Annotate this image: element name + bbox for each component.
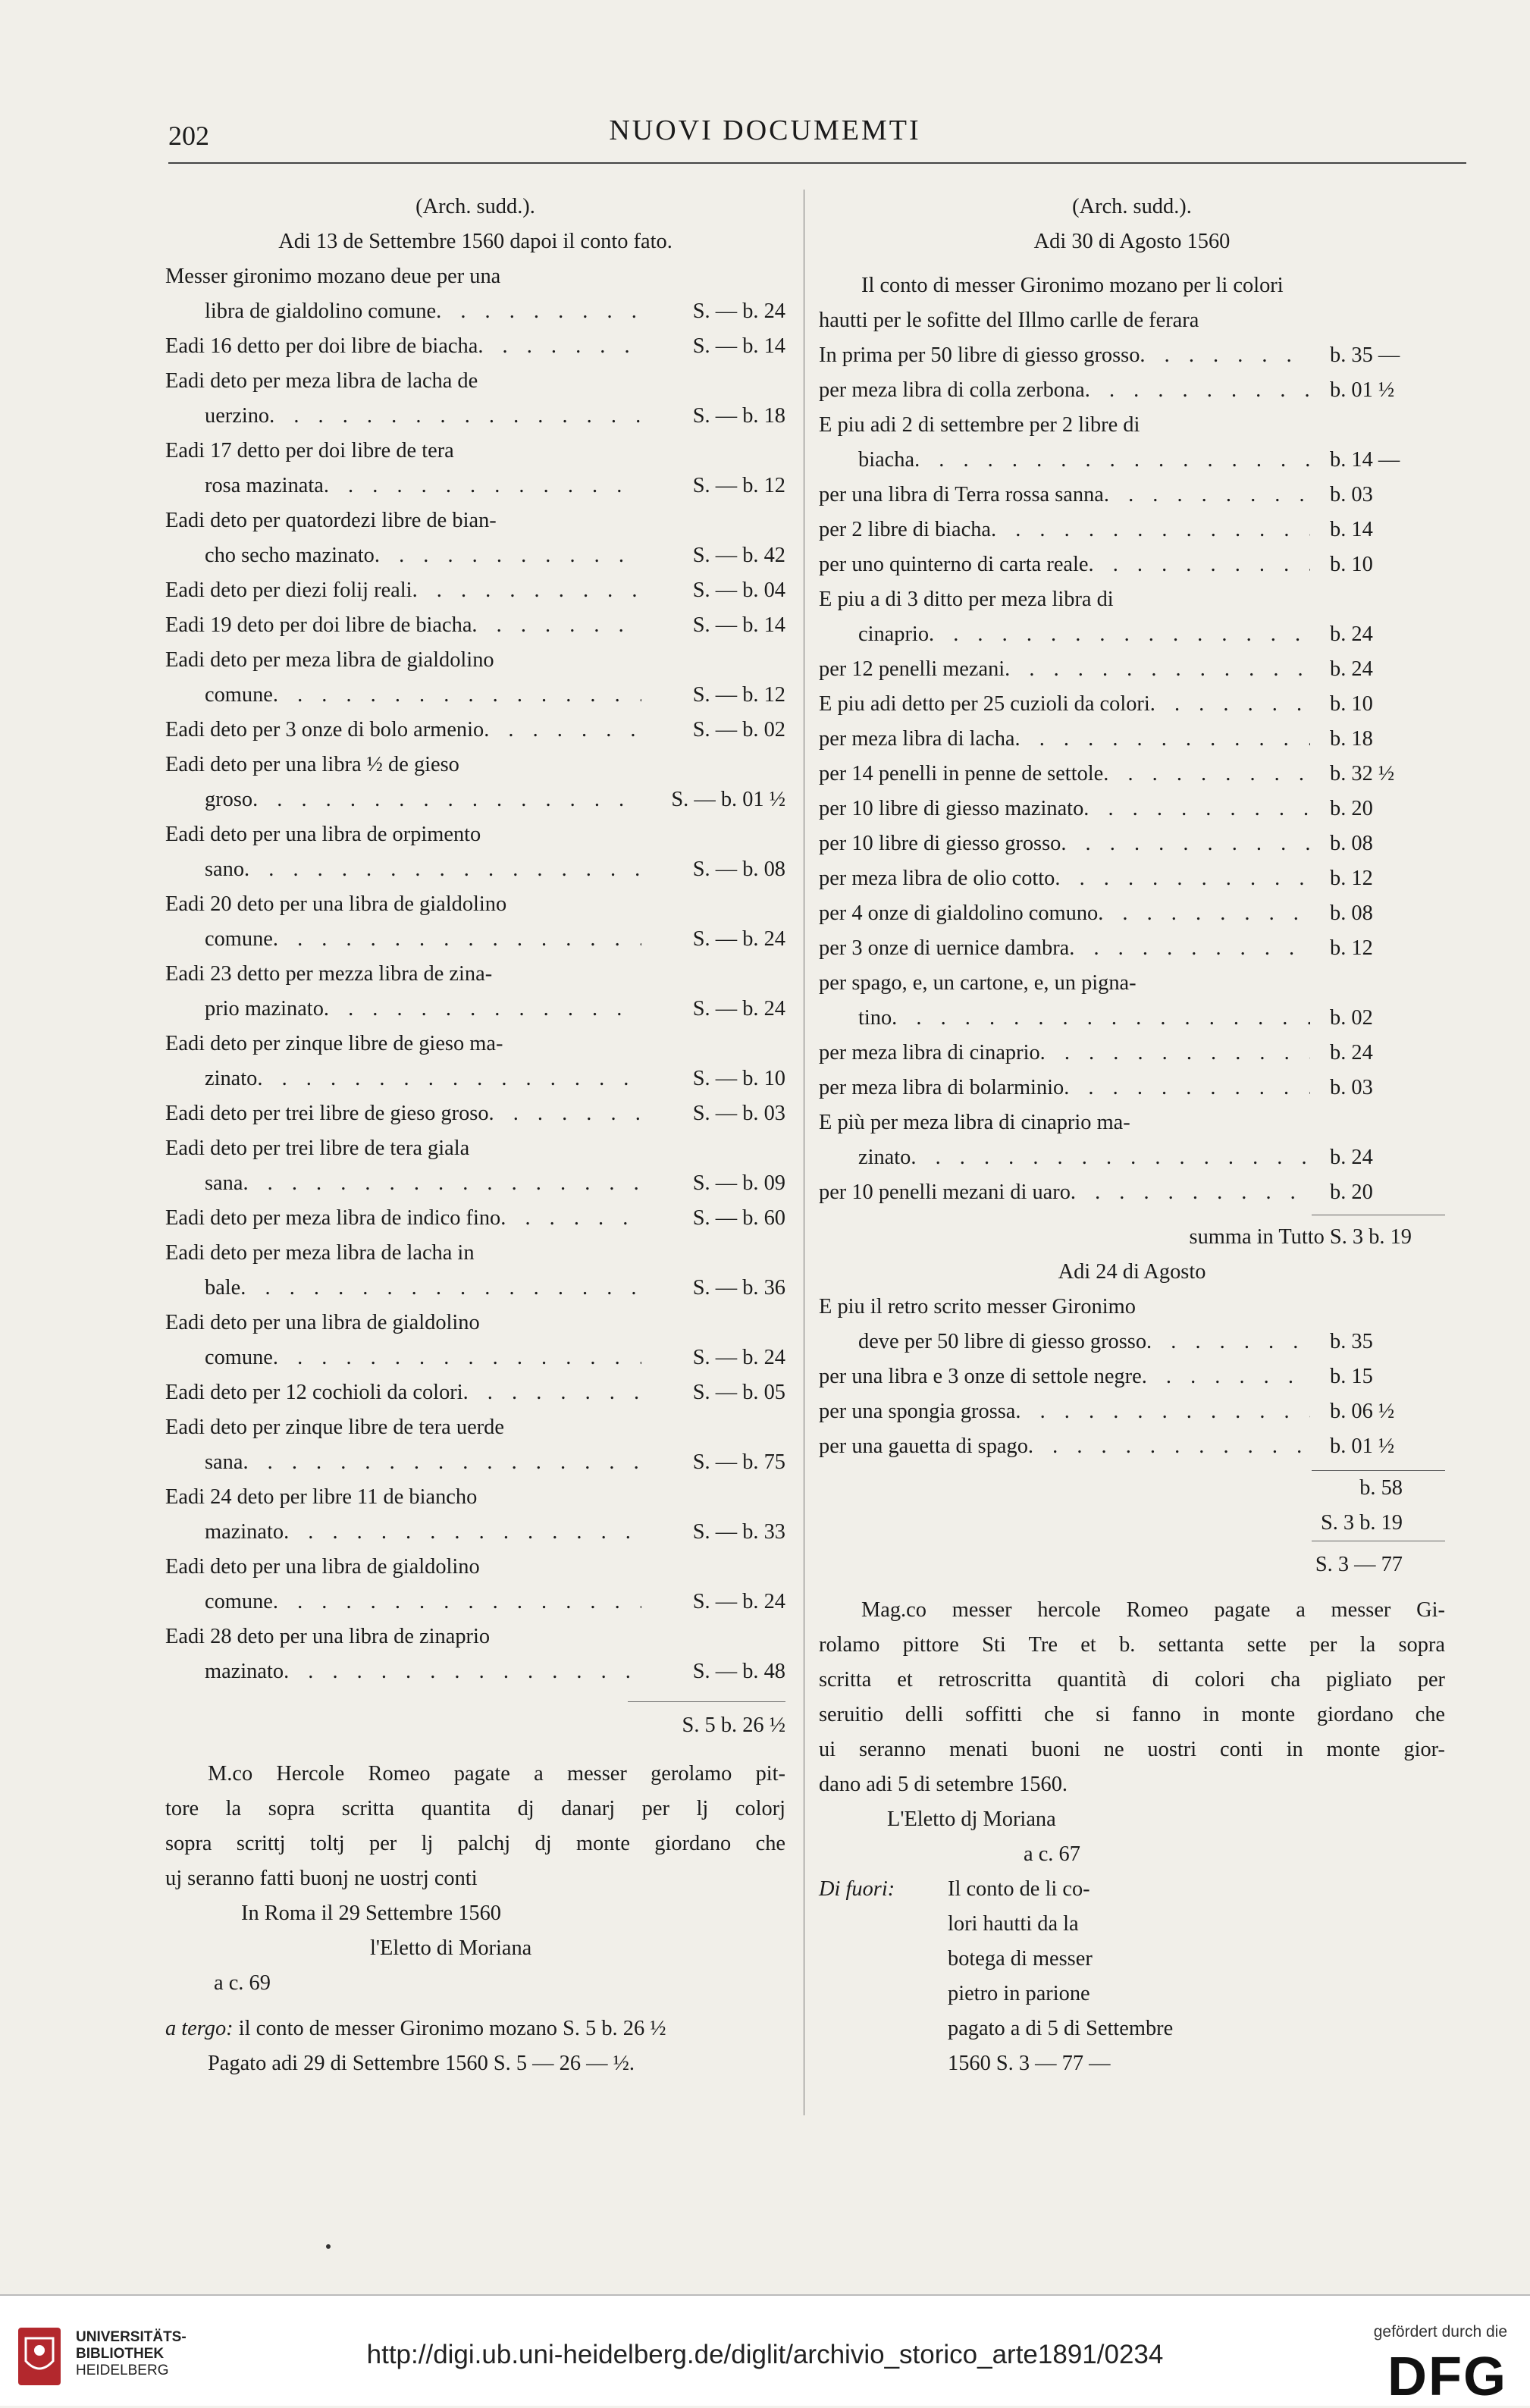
entry-line: E piu a di 3 ditto per meza libra di	[819, 588, 1114, 611]
entry-row	[819, 617, 1445, 652]
source-url[interactable]: http://digi.ub.uni-heidelberg.de/diglit/archivio_storico_arte1891/0234	[366, 2340, 1164, 2369]
entry-row	[819, 931, 1445, 966]
order-line: seruitio delli soffitti che si fanno in monte giordano che	[819, 1703, 1445, 1726]
entry-amount: b. 18	[1330, 727, 1373, 751]
entry-row	[165, 1375, 785, 1410]
entry-row	[165, 329, 785, 364]
dot-leader	[911, 1140, 1310, 1175]
right-subtotal-2: S. 3 b. 19	[1320, 1511, 1403, 1535]
entry-text: tino	[858, 1006, 892, 1030]
dot-leader	[1085, 373, 1310, 408]
dot-leader	[240, 1271, 641, 1306]
entry-amount: b. 24	[1330, 1146, 1373, 1169]
left-payment-order	[165, 1757, 785, 1896]
order-line: Mag.co messer hercole Romeo pagate a messer Gi-	[861, 1598, 1445, 1622]
entry-row	[819, 687, 1445, 722]
dot-leader	[892, 1001, 1310, 1036]
dot-leader	[1150, 687, 1310, 722]
entry-row	[819, 792, 1445, 826]
entry-text: comune	[205, 683, 273, 707]
dot-leader	[273, 1585, 641, 1619]
right-fuori	[819, 1872, 1445, 2081]
entry-line: Eadi 17 detto per doi libre de tera	[165, 439, 454, 462]
order-line: tore la sopra scritta quantita dj danarj per lj colorj	[165, 1797, 785, 1820]
entry-amount: b. 14 —	[1330, 448, 1400, 472]
entry-text: per 10 libre di giesso grosso	[819, 832, 1061, 855]
entry-line: Eadi deto per zinque libre de gieso ma-	[165, 1032, 503, 1055]
entry-amount: S. — b. 14	[692, 613, 785, 637]
entry-amount: b. 03	[1330, 1076, 1373, 1099]
dot-leader	[463, 1375, 641, 1410]
right-summa: summa in Tutto S. 3 b. 19	[1189, 1225, 1412, 1249]
dot-leader	[1089, 547, 1310, 582]
entry-line: Eadi deto per quatordezi libre de bian-	[165, 509, 497, 532]
entry-amount: b. 12	[1330, 867, 1373, 890]
entry-amount: b. 20	[1330, 1180, 1373, 1204]
entry-amount: S. — b. 04	[692, 578, 785, 602]
entry-amount: S. — b. 24	[692, 1590, 785, 1613]
entry-text: per 14 penelli in penne de settole	[819, 762, 1104, 785]
dot-leader	[273, 922, 641, 957]
entry-amount: b. 08	[1330, 832, 1373, 855]
entry-text: sana	[205, 1450, 243, 1474]
dot-leader	[500, 1201, 641, 1236]
left-folio: a c. 69	[214, 1971, 271, 1995]
dot-leader	[914, 443, 1310, 478]
entry-amount: S. — b. 02	[692, 718, 785, 742]
entry-line: Messer gironimo mozano deue per una	[165, 265, 501, 288]
dot-leader	[1104, 478, 1310, 513]
entry-text: Eadi deto per meza libra de indico fino	[165, 1206, 501, 1230]
entry-text: cho secho mazinato	[205, 544, 375, 567]
entry-line: E piu adi 2 di settembre per 2 libre di	[819, 413, 1140, 437]
dot-leader	[436, 294, 641, 329]
entry-row	[165, 573, 785, 608]
right-signature: L'Eletto dj Moriana	[887, 1808, 1056, 1831]
entry-line: Eadi deto per una libra de gialdolino	[165, 1311, 480, 1334]
entry-row	[819, 757, 1445, 792]
entry-row	[165, 1445, 785, 1480]
entry-text: deve per 50 libre di giesso grosso	[858, 1330, 1147, 1353]
entry-amount: S. — b. 14	[692, 334, 785, 358]
entry-text: per una libra di Terra rossa sanna	[819, 483, 1104, 506]
entry-text: per 12 penelli mezani	[819, 657, 1005, 681]
entry-amount: b. 15	[1330, 1365, 1373, 1388]
entry-amount: S. — b. 12	[692, 683, 785, 707]
entry-amount: b. 35	[1330, 1330, 1373, 1353]
dot-leader	[257, 1061, 641, 1096]
order-line: dano adi 5 di setembre 1560.	[819, 1773, 1068, 1796]
dot-leader	[375, 538, 641, 573]
left-column	[165, 190, 785, 2081]
entry-row	[819, 1429, 1445, 1464]
entry-text: bale	[205, 1276, 241, 1300]
entry-text: zinato	[205, 1067, 258, 1090]
dot-leader	[1015, 1394, 1310, 1429]
right-column	[819, 190, 1445, 2081]
dot-leader	[1071, 1175, 1310, 1210]
entry-row	[819, 1394, 1445, 1429]
entry-text: sana	[205, 1171, 243, 1195]
entry-text: zinato	[858, 1146, 911, 1169]
dot-leader	[1055, 861, 1310, 896]
entry-text: Eadi 19 deto per doi libre de biacha	[165, 613, 472, 637]
dot-leader	[1103, 757, 1310, 792]
entry-row	[165, 538, 785, 573]
right-dateline-2: Adi 24 di Agosto	[1058, 1260, 1206, 1284]
entry-row	[819, 1036, 1445, 1071]
entry-row	[819, 478, 1445, 513]
left-signature: l'Eletto di Moriana	[370, 1936, 532, 1960]
entry-text: per 10 libre di giesso mazinato	[819, 797, 1084, 820]
entry-text: per meza libra di bolarminio	[819, 1076, 1064, 1099]
entry-row	[819, 722, 1445, 757]
dot-leader	[273, 678, 641, 713]
entry-text: prio mazinato	[205, 997, 324, 1021]
dot-leader	[243, 1166, 641, 1201]
left-total: S. 5 b. 26 ½	[682, 1714, 785, 1737]
entry-line: Eadi 28 deto per una libra de zinaprio	[165, 1625, 491, 1648]
entry-amount: S. — b. 75	[692, 1450, 785, 1474]
dfg-logo: DFG	[1387, 2347, 1507, 2407]
entry-amount: b. 24	[1330, 1041, 1373, 1064]
entry-row	[165, 1515, 785, 1550]
dot-leader	[484, 713, 641, 748]
fuori-line: botega di messer	[948, 1947, 1093, 1971]
entry-row	[819, 1175, 1445, 1210]
left-dateline: Adi 13 de Settembre 1560 dapoi il conto fato.	[278, 230, 673, 253]
entry-line: Eadi deto per meza libra de gialdolino	[165, 648, 494, 672]
entry-row	[165, 1271, 785, 1306]
dot-leader	[1146, 1325, 1310, 1359]
header-rule	[168, 162, 1466, 164]
entry-line: Eadi deto per meza libra de lacha de	[165, 369, 478, 393]
entry-text: In prima per 50 libre di giesso grosso	[819, 343, 1140, 367]
entry-amount: b. 20	[1330, 797, 1373, 820]
library-footer	[0, 2294, 1530, 2406]
entry-text: Eadi deto per trei libre de gieso groso	[165, 1102, 489, 1125]
entry-text: per meza libra di colla zerbona	[819, 378, 1085, 402]
entry-row	[165, 1061, 785, 1096]
institution-line-1: UNIVERSITÄTS-	[76, 2329, 187, 2345]
entry-text: per una gauetta di spago	[819, 1434, 1028, 1458]
institution-line-2: BIBLIOTHEK	[76, 2346, 165, 2362]
dot-leader	[284, 1515, 641, 1550]
entry-text: Eadi 16 detto per doi libre de biacha	[165, 334, 478, 358]
entry-amount: S. — b. 24	[692, 1346, 785, 1369]
entry-amount: b. 24	[1330, 622, 1373, 646]
dot-leader	[1064, 1071, 1310, 1105]
fuori-lines	[948, 1872, 1173, 2081]
entry-row	[819, 1140, 1445, 1175]
dot-leader	[243, 1445, 641, 1480]
entry-amount: b. 35 —	[1330, 343, 1400, 367]
entry-text: per meza libra di lacha	[819, 727, 1015, 751]
entry-text: per 4 onze di gialdolino comuno	[819, 901, 1099, 925]
entry-amount: S. — b. 18	[692, 404, 785, 428]
entry-row	[165, 1654, 785, 1689]
right-folio: a c. 67	[1024, 1842, 1080, 1866]
fuori-line: 1560 S. 3 — 77 —	[948, 2052, 1111, 2075]
entry-text: E piu adi detto per 25 cuzioli da colori	[819, 692, 1150, 716]
entry-row	[819, 1071, 1445, 1105]
entry-row	[819, 547, 1445, 582]
left-tergo	[165, 2011, 785, 2046]
entry-amount: b. 06 ½	[1330, 1400, 1395, 1423]
page-mark	[326, 2244, 331, 2249]
entry-row	[819, 373, 1445, 408]
entry-row	[819, 1001, 1445, 1036]
left-paid-note: Pagato adi 29 di Settembre 1560 S. 5 — 26 — ½.	[208, 2052, 635, 2075]
entry-text: rosa mazinata	[205, 474, 324, 497]
dot-leader	[1015, 722, 1310, 757]
dot-leader	[991, 513, 1310, 547]
right-dateline: Adi 30 di Agosto 1560	[1033, 230, 1231, 253]
right-entries	[819, 338, 1445, 1210]
institution-line-3: HEIDELBERG	[76, 2363, 169, 2378]
dot-leader	[472, 608, 641, 643]
entry-amount: b. 08	[1330, 901, 1373, 925]
entry-amount: S. — b. 24	[692, 299, 785, 323]
order-line: uj seranno fatti buonj ne uostrj conti	[165, 1867, 478, 1890]
entry-row	[819, 443, 1445, 478]
dot-leader	[1040, 1036, 1310, 1071]
dot-leader	[324, 992, 641, 1027]
entry-text: per una spongia grossa	[819, 1400, 1016, 1423]
entry-row	[819, 513, 1445, 547]
entry-text: comune	[205, 1346, 273, 1369]
entry-amount: S. — b. 42	[692, 544, 785, 567]
order-line: sopra scrittj toltj per lj palchj dj monte giordano che	[165, 1832, 785, 1855]
entry-amount: b. 12	[1330, 936, 1373, 960]
entry-row	[819, 338, 1445, 373]
entry-amount: b. 10	[1330, 692, 1373, 716]
dot-leader	[252, 782, 641, 817]
fuori-line: lori hautti da la	[948, 1912, 1079, 1936]
dot-leader	[1005, 652, 1310, 687]
entry-text: per 2 libre di biacha	[819, 518, 992, 541]
entry-row	[165, 992, 785, 1027]
dot-leader	[284, 1654, 641, 1689]
entry-line: Eadi deto per zinque libre de tera uerde	[165, 1416, 504, 1439]
entry-line: Eadi 20 deto per una libra de gialdolino	[165, 892, 507, 916]
dot-leader	[489, 1096, 641, 1131]
entry-amount: b. 14	[1330, 518, 1373, 541]
entry-line: Eadi deto per una libra ½ de gieso	[165, 753, 459, 776]
right-entries-2	[819, 1290, 1445, 1464]
entry-row	[165, 294, 785, 329]
entry-text: mazinato	[205, 1520, 284, 1544]
entry-line: per spago, e, un cartone, e, un pigna-	[819, 971, 1137, 995]
entry-text: per meza libra de olio cotto	[819, 867, 1055, 890]
entry-row	[165, 1340, 785, 1375]
entry-amount: S. — b. 09	[692, 1171, 785, 1195]
left-heading: (Arch. sudd.).	[415, 195, 535, 218]
fuori-line: pagato a di 5 di Settembre	[948, 2017, 1174, 2040]
dot-leader	[1069, 931, 1310, 966]
dot-leader	[324, 469, 641, 503]
entry-amount: S. — b. 24	[692, 927, 785, 951]
entry-amount: b. 03	[1330, 483, 1373, 506]
entry-text: per 10 penelli mezani di uaro	[819, 1180, 1071, 1204]
entry-row	[819, 826, 1445, 861]
entry-text: mazinato	[205, 1660, 284, 1683]
entry-text: sano	[205, 858, 245, 881]
entry-amount: S. — b. 33	[692, 1520, 785, 1544]
right-heading: (Arch. sudd.).	[1072, 195, 1192, 218]
entry-amount: b. 01 ½	[1330, 378, 1395, 402]
entry-row	[165, 608, 785, 643]
dot-leader	[1098, 896, 1310, 931]
entry-line: Eadi 24 deto per libre 11 de biancho	[165, 1485, 478, 1509]
tergo-text: il conto de messer Gironimo mozano S. 5 b. 26 ½	[238, 2017, 666, 2040]
entry-amount: S. — b. 36	[692, 1276, 785, 1300]
entry-row	[165, 1096, 785, 1131]
dot-leader	[929, 617, 1310, 652]
entry-text: Eadi deto per diezi folij reali	[165, 578, 412, 602]
entry-row	[165, 1201, 785, 1236]
order-line: rolamo pittore Sti Tre et b. settanta sette per la sopra	[819, 1633, 1445, 1657]
entry-text: libra de gialdolino comune	[205, 299, 437, 323]
entry-text: cinaprio	[858, 622, 930, 646]
running-title: NUOVI DOCUMEMTI	[609, 114, 921, 146]
entry-text: Eadi deto per 3 onze di bolo armenio	[165, 718, 484, 742]
entry-amount: S. — b. 03	[692, 1102, 785, 1125]
order-line: ui seranno menati buoni ne uostri conti in monte gior-	[819, 1738, 1445, 1761]
entry-text: per una libra e 3 onze di settole negre	[819, 1365, 1142, 1388]
entry-text: per uno quinterno di carta reale	[819, 553, 1089, 576]
dot-leader	[1028, 1429, 1310, 1464]
funded-by-label: gefördert durch die	[1373, 2323, 1507, 2341]
entry-text: comune	[205, 927, 273, 951]
right-subtotal-1: b. 58	[1359, 1476, 1403, 1500]
entry-row	[165, 922, 785, 957]
entry-amount: b. 32 ½	[1330, 762, 1395, 785]
entry-line: Eadi deto per trei libre de tera giala	[165, 1137, 470, 1160]
dot-leader	[1140, 338, 1310, 373]
entry-row	[165, 852, 785, 887]
order-line: M.co Hercole Romeo pagate a messer gerolamo pit-	[208, 1762, 785, 1786]
entry-amount: S. — b. 24	[692, 997, 785, 1021]
tergo-label: a tergo:	[165, 2017, 234, 2040]
entry-row	[165, 1585, 785, 1619]
right-subtotal-3: S. 3 — 77	[1315, 1553, 1403, 1576]
entry-text: Eadi deto per 12 cochioli da colori	[165, 1381, 463, 1404]
entry-text: per meza libra di cinaprio	[819, 1041, 1040, 1064]
entry-line: E piu il retro scrito messer Gironimo	[819, 1295, 1136, 1318]
dot-leader	[1142, 1359, 1310, 1394]
entry-amount: S. — b. 60	[692, 1206, 785, 1230]
left-entries	[165, 259, 785, 1689]
entry-row	[165, 1166, 785, 1201]
entry-amount: S. — b. 48	[692, 1660, 785, 1683]
entry-text: comune	[205, 1590, 273, 1613]
entry-line: Eadi deto per una libra de orpimento	[165, 823, 481, 846]
entry-row	[819, 861, 1445, 896]
fuori-line: Il conto de li co-	[948, 1877, 1090, 1901]
dot-leader	[412, 573, 641, 608]
right-payment-order	[819, 1593, 1445, 1802]
entry-amount: b. 24	[1330, 657, 1373, 681]
entry-row	[165, 399, 785, 434]
right-intro-2: hautti per le sofitte del Illmo carlle de ferara	[819, 309, 1199, 332]
entry-amount: S. — b. 05	[692, 1381, 785, 1404]
entry-row	[819, 1359, 1445, 1394]
entry-text: uerzino	[205, 404, 270, 428]
entry-amount: S. — b. 12	[692, 474, 785, 497]
page-number: 202	[168, 121, 209, 151]
entry-amount: b. 02	[1330, 1006, 1373, 1030]
entry-text: per 3 onze di uernice dambra	[819, 936, 1070, 960]
dot-leader	[1083, 792, 1310, 826]
left-place-date: In Roma il 29 Settembre 1560	[241, 1902, 502, 1925]
entry-line: Eadi 23 detto per mezza libra de zina-	[165, 962, 493, 986]
fuori-label: Di fuori:	[819, 1877, 895, 1901]
entry-amount: S. — b. 08	[692, 858, 785, 881]
order-line: scritta et retroscritta quantità di colori cha pigliato per	[819, 1668, 1445, 1692]
entry-line: Eadi deto per una libra de gialdolino	[165, 1555, 480, 1579]
entry-text: groso	[205, 788, 253, 811]
fuori-line: pietro in parione	[948, 1982, 1090, 2005]
dot-leader	[269, 399, 641, 434]
entry-row	[819, 1325, 1445, 1359]
entry-amount: S. — b. 01 ½	[671, 788, 785, 811]
right-intro-1: Il conto di messer Gironimo mozano per li colori	[861, 274, 1284, 297]
entry-row	[165, 782, 785, 817]
entry-row	[819, 652, 1445, 687]
dot-leader	[1061, 826, 1310, 861]
entry-row	[165, 469, 785, 503]
dot-leader	[273, 1340, 641, 1375]
entry-line: E più per meza libra di cinaprio ma-	[819, 1111, 1130, 1134]
entry-amount: S. — b. 10	[692, 1067, 785, 1090]
entry-amount: b. 10	[1330, 553, 1373, 576]
entry-row	[165, 678, 785, 713]
dot-leader	[478, 329, 641, 364]
dot-leader	[244, 852, 641, 887]
entry-line: Eadi deto per meza libra de lacha in	[165, 1241, 475, 1265]
entry-row	[819, 896, 1445, 931]
entry-text: biacha	[858, 448, 915, 472]
entry-amount: b. 01 ½	[1330, 1434, 1395, 1458]
entry-row	[165, 713, 785, 748]
